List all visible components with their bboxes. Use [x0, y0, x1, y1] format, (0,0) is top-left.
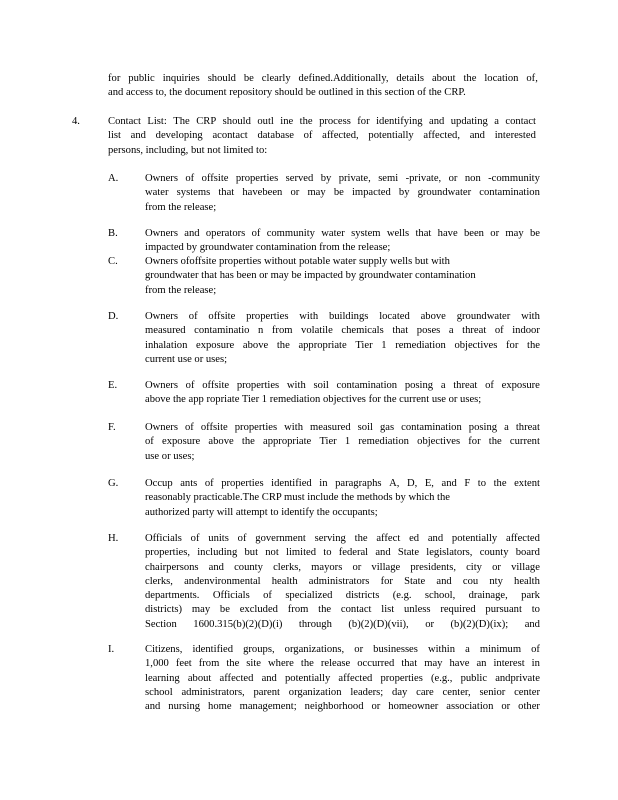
item-label-d: D.: [108, 311, 119, 322]
text-line: current use or uses;: [145, 353, 228, 365]
text-line: reasonably practicable.The CRP must include the methods by which the: [145, 492, 450, 504]
text-line: and nursing home management; neighborhood or homeowner association or other: [145, 701, 540, 713]
list-item-h: [145, 532, 540, 632]
item-label-c: C.: [108, 256, 118, 267]
item-label-g: G.: [108, 478, 119, 489]
text-line: chairpersons and county clerks, mayors or village presidents, city or village: [145, 561, 540, 573]
text-line: learning about affected and potentially affected properties (e.g., public andprivate: [145, 672, 540, 684]
text-line: Citizens, identified groups, organizations, or businesses within a minimum of: [145, 644, 540, 655]
list-item-b: [145, 227, 540, 256]
text-line: Officials of units of government serving the affect ed and potentially affected: [145, 533, 540, 544]
text-line: school administrators, parent organization leaders; day care center, senior center: [145, 686, 540, 698]
list-item-g: [145, 477, 540, 520]
item-label-a: A.: [108, 173, 119, 184]
text-line: departments. Officials of specialized districts (e.g. school, drainage, park: [145, 590, 540, 602]
intro-paragraph: [108, 72, 538, 101]
text-line: from the release;: [145, 284, 217, 296]
list-item-d: [145, 310, 540, 367]
section-number: 4.: [72, 116, 80, 127]
text-line: for public inquiries should be clearly defined.Additionally, details about the location of,: [108, 73, 538, 84]
text-line: groundwater that has been or may be impacted by groundwater contamination: [145, 270, 476, 282]
text-line: from the release;: [145, 201, 217, 213]
text-line: Owners ofoffsite properties without potable water supply wells but with: [145, 256, 450, 267]
text-line: measured contaminatio n from volatile chemicals that poses a threat of indoor: [145, 325, 540, 337]
text-line: use or uses;: [145, 450, 195, 462]
text-line: 1,000 feet from the site where the release occurred that may have an interest in: [145, 658, 540, 670]
text-line: Owners of offsite properties served by private, semi -private, or non -community: [145, 173, 540, 184]
text-line: list and developing acontact database of affected, potentially affected, and interested: [108, 130, 536, 142]
text-line: water systems that havebeen or may be impacted by groundwater contamination: [145, 187, 540, 199]
list-item-f: [145, 421, 540, 464]
text-line: and access to, the document repository should be outlined in this section of the CRP.: [108, 87, 466, 99]
text-line: inhalation exposure above the appropriate Tier 1 remediation objectives for the: [145, 339, 540, 351]
text-line: authorized party will attempt to identify the occupants;: [145, 506, 378, 518]
text-line: persons, including, but not limited to:: [108, 144, 268, 156]
text-line: Owners of offsite properties with measured soil gas contamination posing a threat: [145, 422, 540, 433]
text-line: Owners of offsite properties with soil contamination posing a threat of exposure: [145, 380, 540, 391]
text-line: Occup ants of properties identified in paragraphs A, D, E, and F to the extent: [145, 478, 540, 489]
list-item-e: [145, 379, 540, 408]
list-item-i: [145, 643, 540, 714]
item-label-i: I.: [108, 644, 115, 655]
item-label-b: B.: [108, 228, 118, 239]
text-line: Section 1600.315(b)(2)(D)(i) through (b)(2)(D)(vii), or (b)(2)(D)(ix); and: [145, 618, 540, 630]
text-line: of exposure above the appropriate Tier 1 remediation objectives for the current: [145, 436, 540, 448]
item-label-f: F.: [108, 422, 116, 433]
text-line: districts) may be excluded from the contact list unless required pursuant to: [145, 604, 540, 616]
text-line: Owners of offsite properties with buildings located above groundwater with: [145, 311, 540, 322]
section-4-paragraph: [108, 115, 536, 158]
text-line: properties, including but not limited to federal and State legislators, county board: [145, 547, 540, 559]
item-label-h: H.: [108, 533, 119, 544]
text-line: Contact List: The CRP should outl ine the process for identifying and updating a contact: [108, 116, 536, 127]
item-label-e: E.: [108, 380, 118, 391]
text-line: impacted by groundwater contamination from the release;: [145, 242, 391, 254]
list-item-c: [145, 255, 540, 298]
text-line: above the app ropriate Tier 1 remediation objectives for the current use or uses;: [145, 394, 482, 406]
list-item-a: [145, 172, 540, 215]
text-line: Owners and operators of community water system wells that have been or may be: [145, 228, 540, 239]
text-line: clerks, andenvironmental health administrators for State and cou nty health: [145, 575, 540, 587]
